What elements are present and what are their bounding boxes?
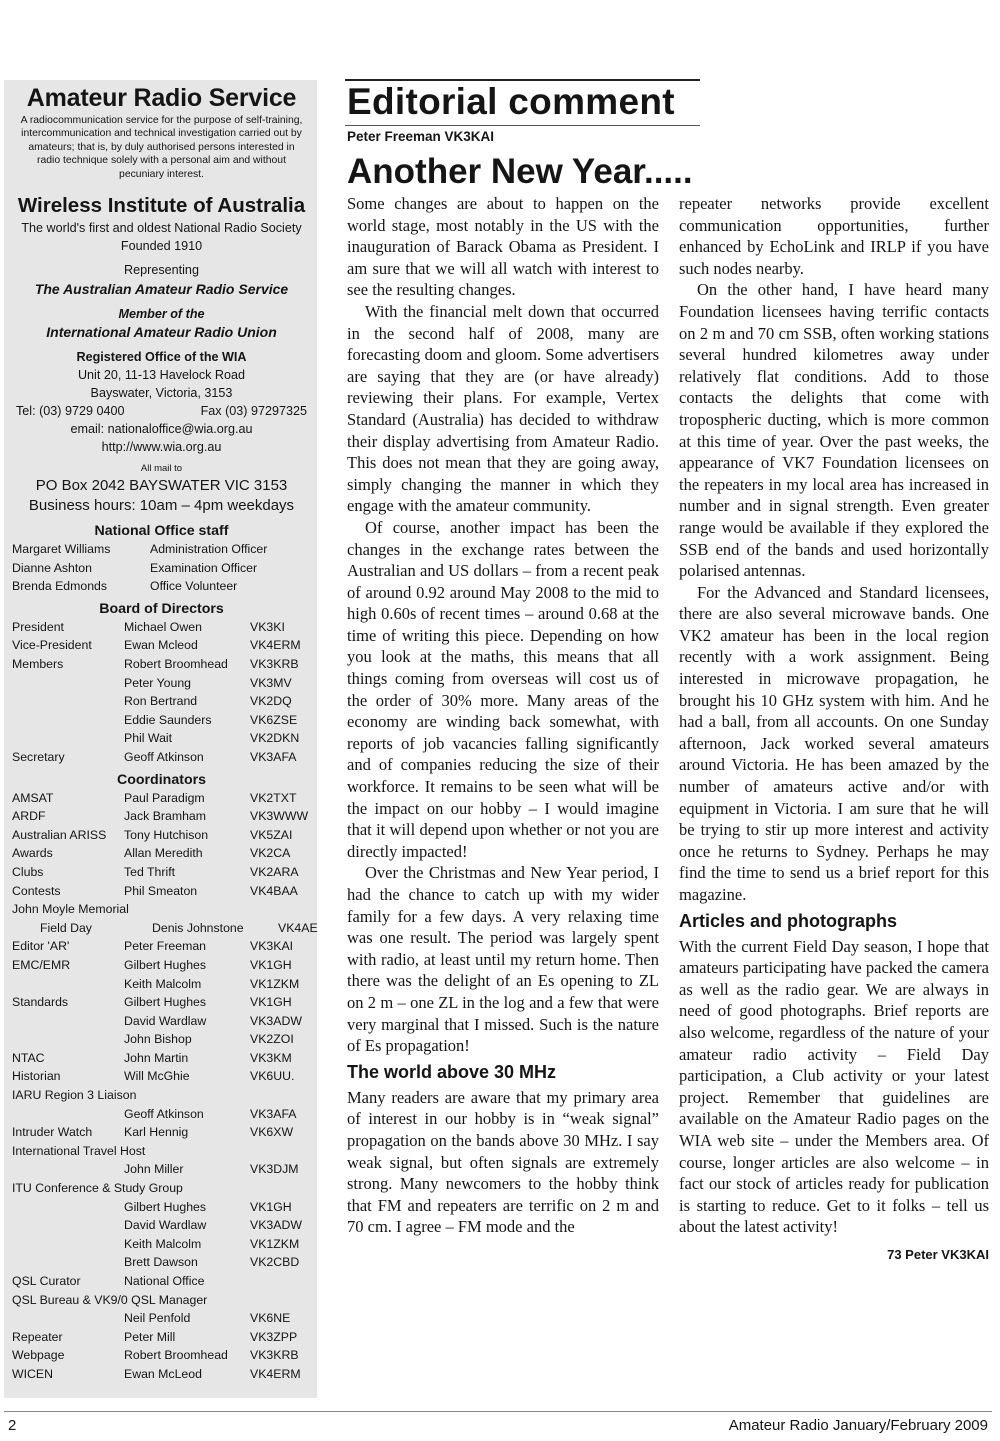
directory-name: Ewan McLeod (124, 1366, 202, 1381)
subheading: The world above 30 MHz (347, 1061, 557, 1082)
directory-row (12, 1030, 311, 1049)
directory-role (12, 1030, 124, 1049)
directory-name: Jack Bramham (124, 809, 207, 824)
directory-role (12, 1253, 124, 1272)
phone-row (12, 402, 311, 420)
representing-label: Representing (124, 263, 199, 278)
staff-list (12, 540, 311, 596)
directory-role (12, 1235, 124, 1254)
directory-call: VK4ERM (250, 1366, 301, 1381)
directory-row (12, 1216, 311, 1235)
directory-role: ARDF (12, 809, 46, 824)
directory-row (12, 655, 311, 674)
directory-name: Michael Owen (124, 619, 202, 634)
directory-role: Webpage (12, 1348, 65, 1363)
directory-role (12, 1216, 124, 1235)
directory-call: VK1ZKM (250, 1236, 300, 1251)
directory-call: VK1GH (250, 957, 292, 972)
ars-title: Amateur Radio Service (26, 84, 297, 112)
directory-row (12, 844, 311, 863)
directory-row (12, 1253, 311, 1272)
directory-role: Australian ARISS (12, 827, 107, 842)
directory-role: Historian (12, 1069, 61, 1084)
directory-call: VK3KM (250, 1050, 292, 1065)
directory-call: VK2TXT (250, 790, 297, 805)
directory-role: AMSAT (12, 790, 54, 805)
directory-role: Contests (12, 883, 61, 898)
directory-row (12, 882, 311, 901)
directory-role: NTAC (12, 1050, 45, 1065)
page-number: 2 (8, 1417, 17, 1434)
directory-name: John Martin (124, 1050, 189, 1065)
paragraph: Of course, another impact has been the changes in the exchange rates between the Australian and US dollars – from a recent peak of around 0.92 around May 2008 to the mid to high 0.60s of recent times – around 0.68 at the time of writing this piece. Depending on how you look at the maths, this means that all things coming from overseas will cost us of the order of 30% more. Many areas of the economy are winding back somewhat, with reports of job vacancies falling significantly and of companies reducing the size of their workforce. It remains to be seen what will be the impact on our hobby – I would imagine that it will depend upon whether or not you are directly impacted! (347, 517, 659, 861)
directory-call: VK4BAA (250, 883, 298, 898)
directory-call: VK3ZPP (250, 1329, 298, 1344)
coordinators-list (12, 919, 318, 1086)
directory-role (12, 729, 124, 748)
directory-call: VK2ZOI (250, 1032, 294, 1047)
article-column-2 (679, 193, 989, 1266)
directory-role: WICEN (12, 1366, 53, 1381)
directory-name: Peter Mill (124, 1329, 176, 1344)
wia-tagline: The world's first and oldest National Radio Society (21, 221, 302, 236)
paragraph: On the other hand, I have heard many Foundation licensees having terrific contacts on 2 m and 70 cm SSB, often working stations several hundred kilometres away under relatively flat conditions. Add to those contacts the delights that come with tropospheric ducting, which is more common at this time of year. Over the past weeks, the appearance of VK7 Foundation licensees on the repeaters in my local area has increased in number and in signal strength. Even greater range would be available if they explored the SSB end of the bands and used horizontally polarised antennas. (679, 280, 989, 581)
representing-value: The Australian Amateur Radio Service (34, 281, 289, 298)
directory-role: Office Volunteer (150, 579, 238, 594)
directory-role: Intruder Watch (12, 1125, 93, 1140)
directory-role: Clubs (12, 864, 44, 879)
directory-call: VK2ARA (250, 864, 299, 879)
directory-row (12, 1235, 311, 1254)
directory-call: VK1GH (250, 1199, 292, 1214)
directory-role: Secretary (12, 749, 65, 764)
directory-role: President (12, 619, 64, 634)
directory-name: Keith Malcolm (124, 1236, 202, 1251)
subheading: Articles and photographs (679, 910, 898, 931)
byline-rule (345, 125, 700, 126)
coordinator-group-label: International Travel Host (12, 1143, 146, 1158)
paragraph: Over the Christmas and New Year period, I had the chance to catch up with my wider family for a few days. A very relaxing time was one result. The period was largely spent with radio, at least until my return home. Then there was the delight of an Es opening to ZL on 2 m – one ZL in the log and a few that were very marginal that I missed. Such is the nature of Es propagation! (347, 863, 659, 1056)
directory-name: Ewan Mcleod (124, 638, 198, 653)
directory-row (12, 789, 311, 808)
coordinator-group-label: QSL Bureau & VK9/0 QSL Manager (12, 1292, 208, 1307)
directory-role: Awards (12, 846, 53, 861)
paragraph: With the current Field Day season, I hope that amateurs participating have packed the camera as well as the radio gear. We are always in need of good photographs. Brief reports are also welcome, regardless of the nature of your amateur radio activity – Field Day participation, a Club activity or your latest project. Remember that guidelines are available on the Amateur Radio pages on the WIA web site – under the Members area. Of course, longer articles are also welcome – in fact our stock of articles ready for publication is starting to reduce. Get to it folks – tell us about the latest activity! (679, 936, 989, 1237)
coordinators-list (12, 1309, 311, 1383)
directory-call: VK4ERM (250, 638, 301, 653)
directory-call: VK6UU. (250, 1069, 295, 1084)
directory-call: VK1GH (250, 995, 292, 1010)
directory-role: Examination Officer (150, 560, 258, 575)
byline: Peter Freeman VK3KAI (347, 129, 495, 144)
address-line-1: Unit 20, 11-13 Havelock Road (77, 368, 246, 383)
directory-call: VK3AFA (250, 749, 297, 764)
directory-name: Ted Thrift (124, 864, 176, 879)
directory-role: Members (12, 657, 64, 671)
directory-call: VK4AE (278, 920, 318, 935)
coordinators-list (12, 1160, 311, 1179)
wia-title: Wireless Institute of Australia (17, 194, 306, 218)
directory-row (12, 826, 311, 845)
directory-call: VK6XW (250, 1125, 294, 1140)
directory-name: Peter Young (124, 675, 192, 690)
directory-name: Ron Bertrand (124, 694, 198, 709)
directory-row (12, 863, 311, 882)
paragraph: Many readers are aware that my primary area of interest in our hobby is in “weak signal” propagation on the bands above 30 MHz. I say weak signal, but often signals are extremely strong. Many newcomers to the hobby think that FM and repeaters are terrific on 2 m and 70 cm. I agree – FM mode and the (347, 1087, 659, 1237)
directory-call: VK6NE (250, 1311, 291, 1326)
directory-row (12, 807, 311, 826)
directory-role: Repeater (12, 1329, 63, 1344)
directory-row (12, 1272, 311, 1291)
directory-name: National Office (124, 1274, 205, 1288)
directory-role (12, 1012, 124, 1031)
directory-row (12, 711, 311, 730)
directory-name: Robert Broomhead (124, 657, 228, 671)
directory-row (12, 636, 311, 655)
directory-call: VK3KI (250, 619, 285, 634)
directory-role: Field Day (40, 920, 92, 935)
directory-name: Geoff Atkinson (124, 749, 204, 764)
directory-row (12, 540, 311, 559)
coordinators-heading: Coordinators (116, 771, 207, 788)
directory-name: Brenda Edmonds (12, 579, 108, 594)
directory-name: Neil Penfold (124, 1311, 191, 1326)
directory-name: John Bishop (124, 1032, 192, 1047)
article-column-1 (347, 193, 659, 1238)
wia-founded: Founded 1910 (120, 239, 203, 254)
directory-role (12, 975, 124, 994)
directory-name: Allan Meredith (124, 846, 203, 861)
directory-name: Gilbert Hughes (124, 957, 207, 972)
directory-role: Editor 'AR' (12, 939, 70, 954)
directory-name: Phil Smeaton (124, 883, 198, 898)
directory-role (12, 1309, 124, 1328)
fax: Fax (03) 97297325 (200, 404, 307, 419)
directory-name: David Wardlaw (124, 1218, 207, 1233)
directory-name: Gilbert Hughes (124, 995, 207, 1010)
directory-name: Phil Wait (124, 731, 173, 746)
member-value: International Amateur Radio Union (46, 324, 277, 341)
headline: Another New Year..... (347, 152, 693, 191)
directory-row (12, 1049, 311, 1068)
directory-call: VK5ZAI (250, 827, 293, 842)
directory-name: Robert Broomhead (124, 1348, 228, 1363)
directory-role (12, 692, 124, 711)
directory-row (12, 692, 311, 711)
directory-call: VK2DQ (250, 694, 292, 709)
directory-row (12, 729, 311, 748)
directory-call: VK3AFA (250, 1106, 297, 1121)
paragraph: For the Advanced and Standard licensees, there are also several microwave bands. One VK2 amateur has been in the local region recently with a work assignment. Being interested in microwave propagation, he brought his 10 GHz system with him. And he had a ball, from all accounts. On one Sunday afternoon, Jack worked several amateurs around Victoria. He has been amazed by the number of amateurs active and/or with equipment in Victoria. I am sure that he will be trying to stir up more interest and activity once he returns to Sydney. Perhaps he may find the time to send us a brief report for this magazine. (679, 582, 989, 904)
directory-call: VK1ZKM (250, 976, 300, 991)
directory-name: Dianne Ashton (12, 560, 92, 575)
directory-row (12, 1160, 311, 1179)
directory-name: Eddie Saunders (124, 712, 212, 727)
signature: 73 Peter VK3KAI (887, 1246, 989, 1262)
directory-call: VK3WWW (250, 809, 309, 824)
directory-row (12, 1067, 311, 1086)
directory-call: VK3DJM (250, 1162, 299, 1177)
board-list (12, 618, 311, 767)
directory-role (12, 711, 124, 730)
section-title: Editorial comment (347, 81, 675, 122)
staff-heading: National Office staff (94, 523, 229, 540)
directory-row (12, 937, 311, 956)
paragraph: repeater networks provide excellent communication opportunities, further enhanced by EchoLink and IRLP if you have such nodes nearby. (679, 194, 989, 278)
directory-role: EMC/EMR (12, 957, 71, 972)
paragraph: With the financial melt down that occurred in the second half of 2008, many are forecasting doom and gloom. Some advertisers are saying that they are (or have already) reviewing their plans. For example, Vertex Standard (Australia) has decided to withdraw their display advertising from Amateur Radio. This does not mean that they are going away, simply changing the manner in which they engage with the amateur community. (347, 301, 659, 516)
mail-label: All mail to (140, 463, 183, 475)
sidebar-panel (4, 80, 317, 1398)
directory-name: Paul Paradigm (124, 790, 205, 805)
directory-role: Vice-President (12, 638, 92, 653)
directory-row (12, 1346, 311, 1365)
coordinator-group-label: ITU Conference & Study Group (12, 1181, 183, 1196)
po-box: PO Box 2042 BAYSWATER VIC 3153 (35, 477, 288, 495)
board-heading: Board of Directors (99, 600, 224, 617)
directory-role: QSL Curator (12, 1274, 81, 1288)
directory-name: Brett Dawson (124, 1255, 198, 1270)
directory-role (12, 1198, 124, 1217)
directory-name: Will McGhie (124, 1069, 190, 1084)
directory-call: VK6ZSE (250, 712, 298, 727)
directory-call: VK2CBD (250, 1255, 300, 1270)
directory-call: VK3KRB (250, 657, 299, 671)
directory-row (12, 1365, 311, 1384)
coordinators-list (12, 1105, 311, 1142)
directory-name: John Miller (124, 1162, 184, 1177)
footer-rule (4, 1411, 992, 1412)
paragraph: Some changes are about to happen on the world stage, most notably in the US with the inauguration of Barack Obama as President. I am sure that we will all watch with interest to see the resulting changes. (347, 194, 659, 300)
directory-row (12, 956, 311, 975)
directory-name: Denis Johnstone (152, 920, 244, 935)
directory-name: Geoff Atkinson (124, 1106, 204, 1121)
directory-row (12, 559, 311, 578)
directory-call: VK3ADW (250, 1218, 302, 1233)
coordinators-list (12, 1198, 311, 1291)
coordinator-group-label: IARU Region 3 Liaison (12, 1088, 137, 1103)
directory-row (12, 1012, 311, 1031)
directory-row (12, 618, 311, 637)
directory-row (12, 919, 318, 938)
directory-row (12, 1309, 311, 1328)
member-label: Member of the (118, 307, 205, 322)
issue-label: Amateur Radio January/February 2009 (728, 1417, 988, 1434)
directory-name: Peter Freeman (124, 939, 207, 954)
directory-name: Margaret Williams (12, 542, 111, 557)
coordinator-group-label: John Moyle Memorial (12, 902, 129, 917)
directory-row (12, 1123, 311, 1142)
directory-role (12, 1105, 124, 1124)
directory-row (12, 1328, 311, 1347)
directory-role (12, 674, 124, 693)
directory-row (12, 993, 311, 1012)
directory-role: Standards (12, 995, 69, 1010)
email: email: nationaloffice@wia.org.au (70, 422, 253, 437)
ars-description: A radiocommunication service for the purpose of self-training, intercommunication and technical investigation carried out by amateurs; that is, by duly authorised persons interested in radio technique solely with a personal aim and without pecuniary interest. (20, 115, 303, 180)
directory-row (12, 1105, 311, 1124)
directory-call: VK2CA (250, 846, 291, 861)
directory-row (12, 674, 311, 693)
directory-name: Tony Hutchison (124, 827, 209, 842)
directory-name: Karl Hennig (124, 1125, 189, 1140)
directory-role: Administration Officer (150, 542, 268, 557)
office-heading: Registered Office of the WIA (76, 350, 247, 365)
directory-row (12, 975, 311, 994)
tel: Tel: (03) 9729 0400 (16, 404, 125, 419)
website: http://www.wia.org.au (101, 440, 222, 455)
directory-call: VK3ADW (250, 1013, 302, 1028)
directory-name: Gilbert Hughes (124, 1199, 207, 1214)
directory-row (12, 1198, 311, 1217)
directory-name: Keith Malcolm (124, 976, 202, 991)
directory-name: David Wardlaw (124, 1013, 207, 1028)
coordinators-list (12, 789, 311, 901)
directory-call: VK3KRB (250, 1348, 299, 1363)
directory-call: VK3KAI (250, 939, 294, 954)
directory-role (12, 1160, 124, 1179)
business-hours: Business hours: 10am – 4pm weekdays (28, 497, 295, 515)
directory-row (12, 748, 311, 767)
directory-row (12, 577, 311, 596)
address-line-2: Bayswater, Victoria, 3153 (90, 386, 233, 401)
directory-call: VK3MV (250, 675, 292, 690)
directory-call: VK2DKN (250, 731, 300, 746)
